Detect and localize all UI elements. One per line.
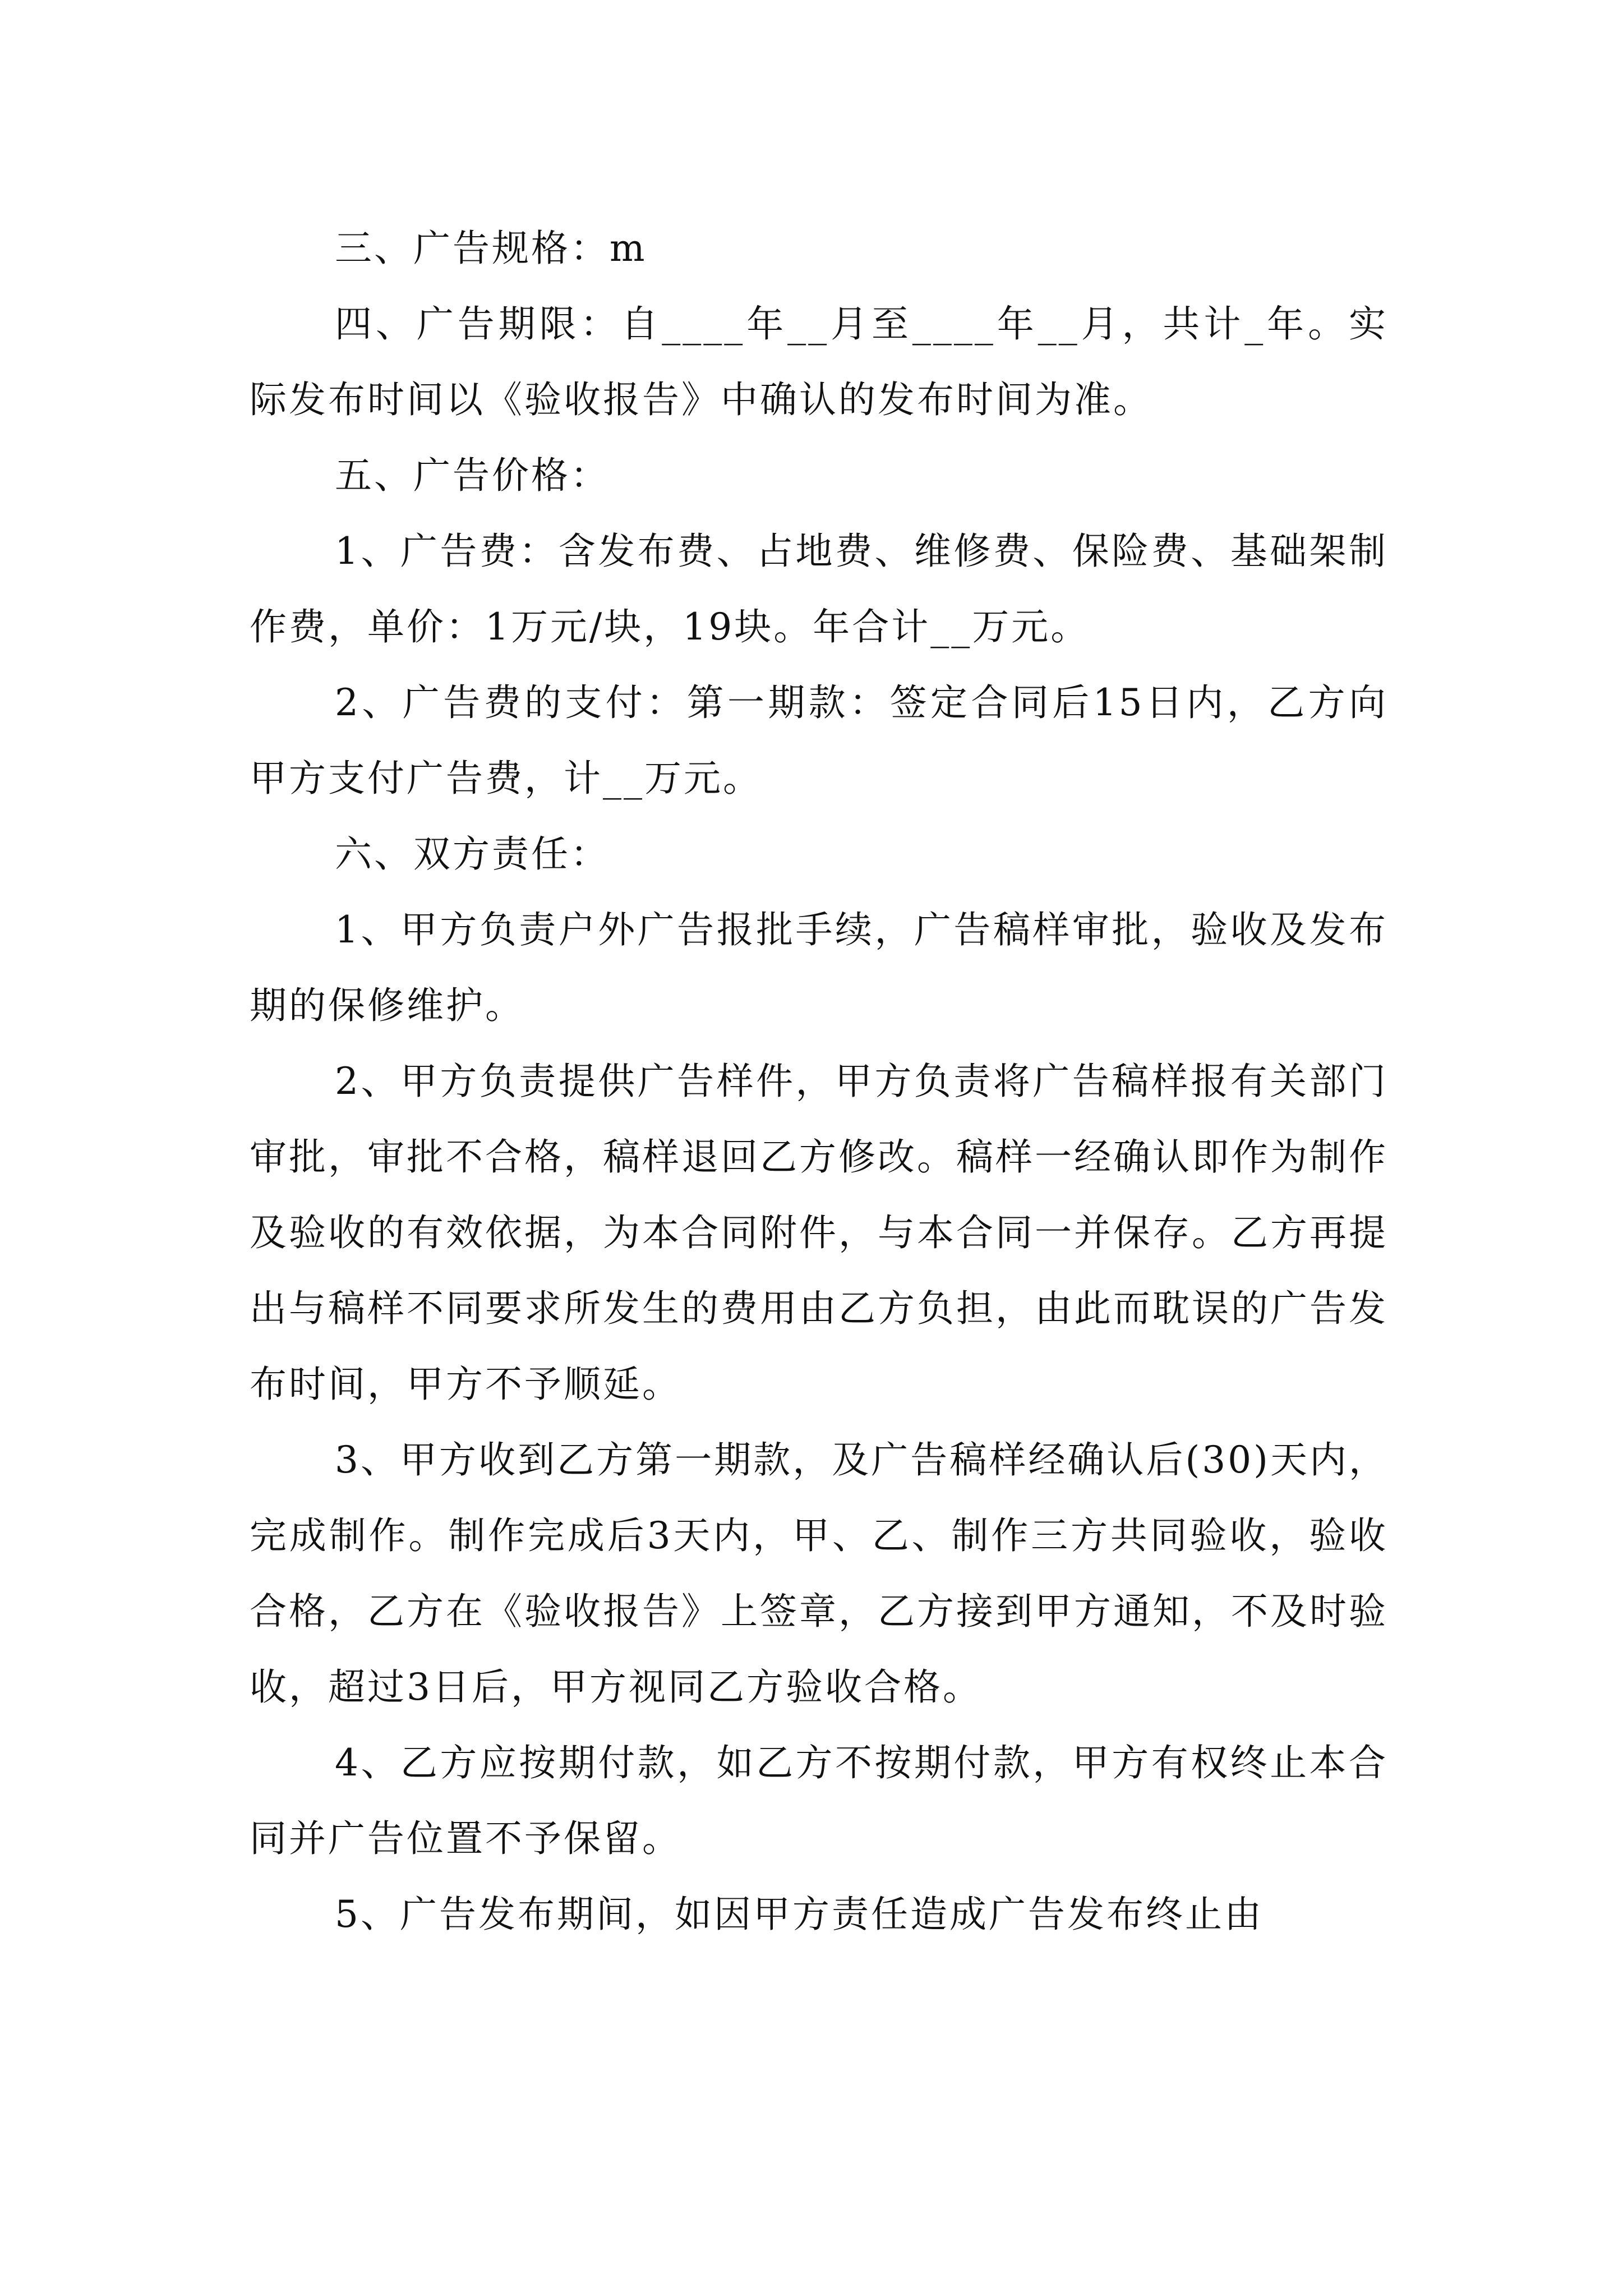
paragraph-fee: 1、广告费：含发布费、占地费、维修费、保险费、基础架制作费，单价：1万元/块，19块。年合计__万元。 — [250, 530, 1388, 648]
paragraph-price-heading: 五、广告价格： — [335, 454, 610, 497]
paragraph-resp-4: 4、乙方应按期付款，如乙方不按期付款，甲方有权终止本合同并广告位置不予保留。 — [250, 1741, 1388, 1860]
paragraph-period: 四、广告期限：自____年__月至____年__月，共计_年。实际发布时间以《验收报告》中确认的发布时间为准。 — [250, 302, 1388, 421]
document-body — [250, 210, 1388, 1952]
paragraph-resp-1: 1、甲方负责户外广告报批手续，广告稿样审批，验收及发布期的保修维护。 — [250, 908, 1388, 1027]
paragraph-responsibility-heading: 六、双方责任： — [335, 832, 610, 876]
paragraph-resp-2: 2、甲方负责提供广告样件，甲方负责将广告稿样报有关部门审批，审批不合格，稿样退回乙方修改。稿样一经确认即作为制作及验收的有效依据，为本合同附件，与本合同一并保存。乙方再提出与稿样不同要求所发生的费用由乙方负担，由此而耽误的广告发布时间，甲方不予顺延。 — [250, 1060, 1388, 1406]
paragraph-payment: 2、广告费的支付：第一期款：签定合同后15日内，乙方向甲方支付广告费，计__万元。 — [250, 681, 1388, 800]
paragraph-resp-5: 5、广告发布期间，如因甲方责任造成广告发布终止由 — [335, 1893, 1264, 1936]
paragraph-resp-3: 3、甲方收到乙方第一期款，及广告稿样经确认后(30)天内，完成制作。制作完成后3天内，甲、乙、制作三方共同验收，验收合格，乙方在《验收报告》上签章，乙方接到甲方通知，不及时验收，超过3日后，甲方视同乙方验收合格。 — [250, 1438, 1388, 1709]
paragraph-spec: 三、广告规格：m — [335, 227, 647, 270]
